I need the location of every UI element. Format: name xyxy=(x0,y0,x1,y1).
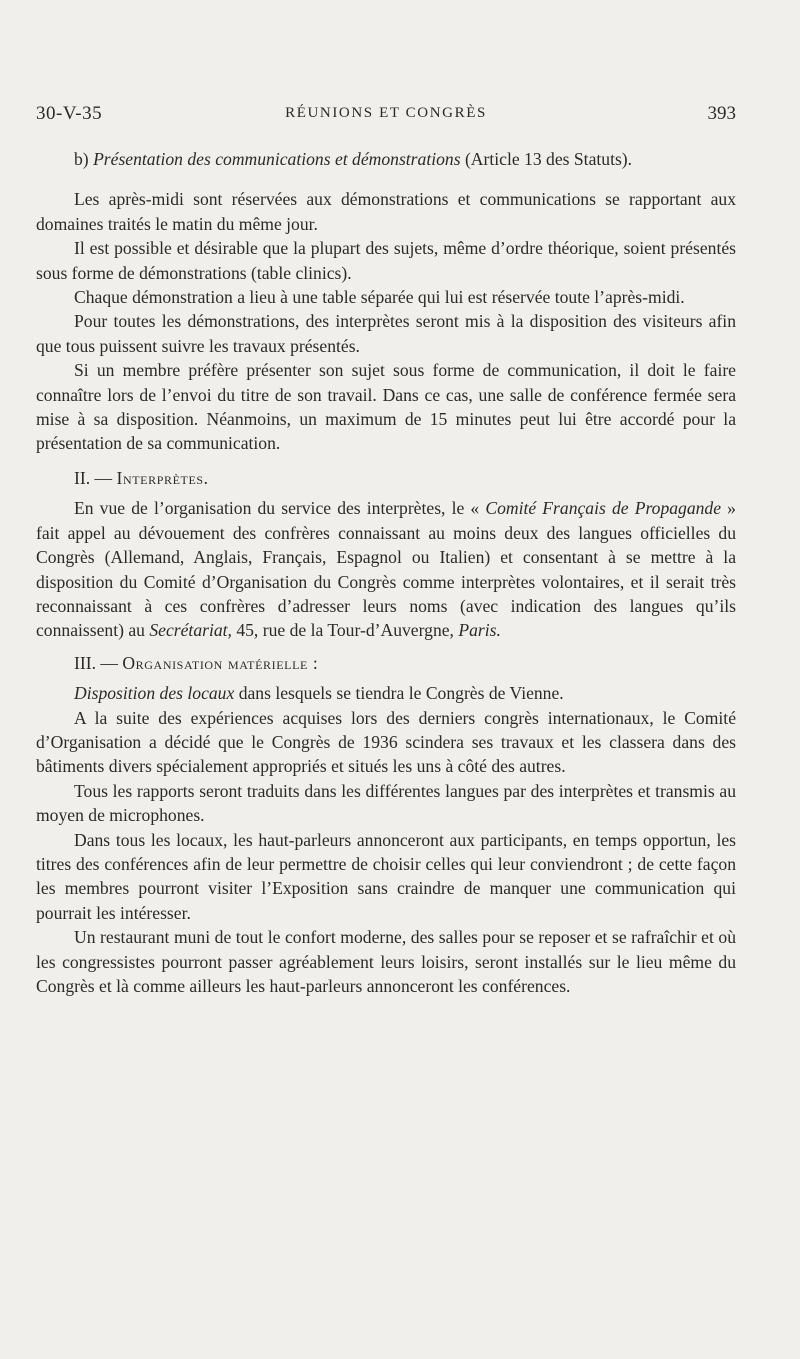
paragraph: Dans tous les locaux, les haut-parleurs annonceront aux participants, en temps opportun, les titres des conférences afin de leur permettre de choisir celles qui leur conviendront ; de cette façon les membres pourront visiter l’Exposition sans craindre de manquer une communication qui pourrait les intéresser. xyxy=(36,829,736,923)
paragraph: A la suite des expériences acquises lors des derniers congrès internationaux, le Comité d’Organisation a décidé que le Congrès de 1936 scindera ses travaux et les classera dans des bâtiments divers spécialement appropriés et situés les uns à côté des autres. xyxy=(36,707,736,777)
paragraph: Tous les rapports seront traduits dans les différentes langues par des interprètes et transmis au moyen de microphones. xyxy=(36,780,736,826)
secretariat-name: Secrétariat, xyxy=(149,620,232,641)
paragraph: Pour toutes les démonstrations, des interprètes seront mis à la disposition des visiteurs afin que tous puissent suivre les travaux présentés. xyxy=(36,311,736,356)
paragraph: Il est possible et désirable que la plupart des sujets, même d’ordre théorique, soient présentés sous forme de démonstrations (table clinics). xyxy=(36,238,736,283)
body-text xyxy=(36,147,736,998)
section-b-title: Présentation des communications et démonstrations xyxy=(93,149,461,169)
paragraph: Un restaurant muni de tout le confort moderne, des salles pour se reposer et se rafraîchir et où les congressistes pourront passer agréablement leurs loisirs, seront installés sur le lieu même du Congrès et là comme ailleurs les haut-parleurs annonceront les conférences. xyxy=(36,927,736,996)
city-name: Paris. xyxy=(458,620,501,641)
section-3-title: Organisation matérielle : xyxy=(122,652,319,673)
page-number: 393 xyxy=(707,103,736,124)
section-2-number: II. — xyxy=(74,467,113,488)
section-3-number: III. — xyxy=(74,652,118,673)
section-b-suffix: (Article 13 des Statuts). xyxy=(464,149,633,169)
paragraph: Si un membre préfère présenter son sujet sous forme de communication, il doit le faire connaître lors de l’envoi du titre de son travail. Dans ce cas, une salle de conférence fermée sera mise à sa disposition. Néanmoins, un maximum de 15 minutes peut lui être accordé pour la présentation de sa communication. xyxy=(36,360,736,454)
header-title: RÉUNIONS ET CONGRÈS xyxy=(285,105,487,121)
section-2-title: Interprètes. xyxy=(116,467,209,488)
disposition-lead: Disposition des locaux xyxy=(74,683,235,704)
paragraph: Chaque démonstration a lieu à une table séparée qui lui est réservée toute l’après-midi. xyxy=(74,287,685,308)
paragraph-disposition xyxy=(36,681,736,705)
document-page xyxy=(36,0,736,1359)
section-b-label: b) xyxy=(74,149,89,169)
text-run: » fait appel au dévouement des confrères connaissant au moins deux des langues officielles du Congrès (Allemand, Anglais, Français, Espagnol ou Italien) et consentant à se mettre à la disposition du Comité d’Organisation du Congrès comme interprètes volontaires, et il serait très reconnaissant à ces confrères d’adresser leurs noms (avec indication des langues qu’ils connaissent) au xyxy=(36,498,736,641)
committee-name: Comité Français de Propagande xyxy=(485,498,722,519)
header-date: 30-V-35 xyxy=(36,103,103,124)
section-2-heading xyxy=(36,466,736,490)
running-header xyxy=(36,101,736,127)
text-run: En vue de l’organisation du service des interprètes, le « xyxy=(74,498,486,519)
section-b-heading xyxy=(36,147,736,171)
paragraph-interpretes xyxy=(36,496,736,642)
address: 45, rue de la Tour-d’Auvergne, xyxy=(231,620,459,641)
section-3-heading xyxy=(36,651,736,675)
paragraph: Les après-midi sont réservées aux démonstrations et communications se rapportant aux domaines traités le matin du même jour. xyxy=(36,189,736,234)
text-run: dans lesquels se tiendra le Congrès de Vienne. xyxy=(234,683,564,704)
